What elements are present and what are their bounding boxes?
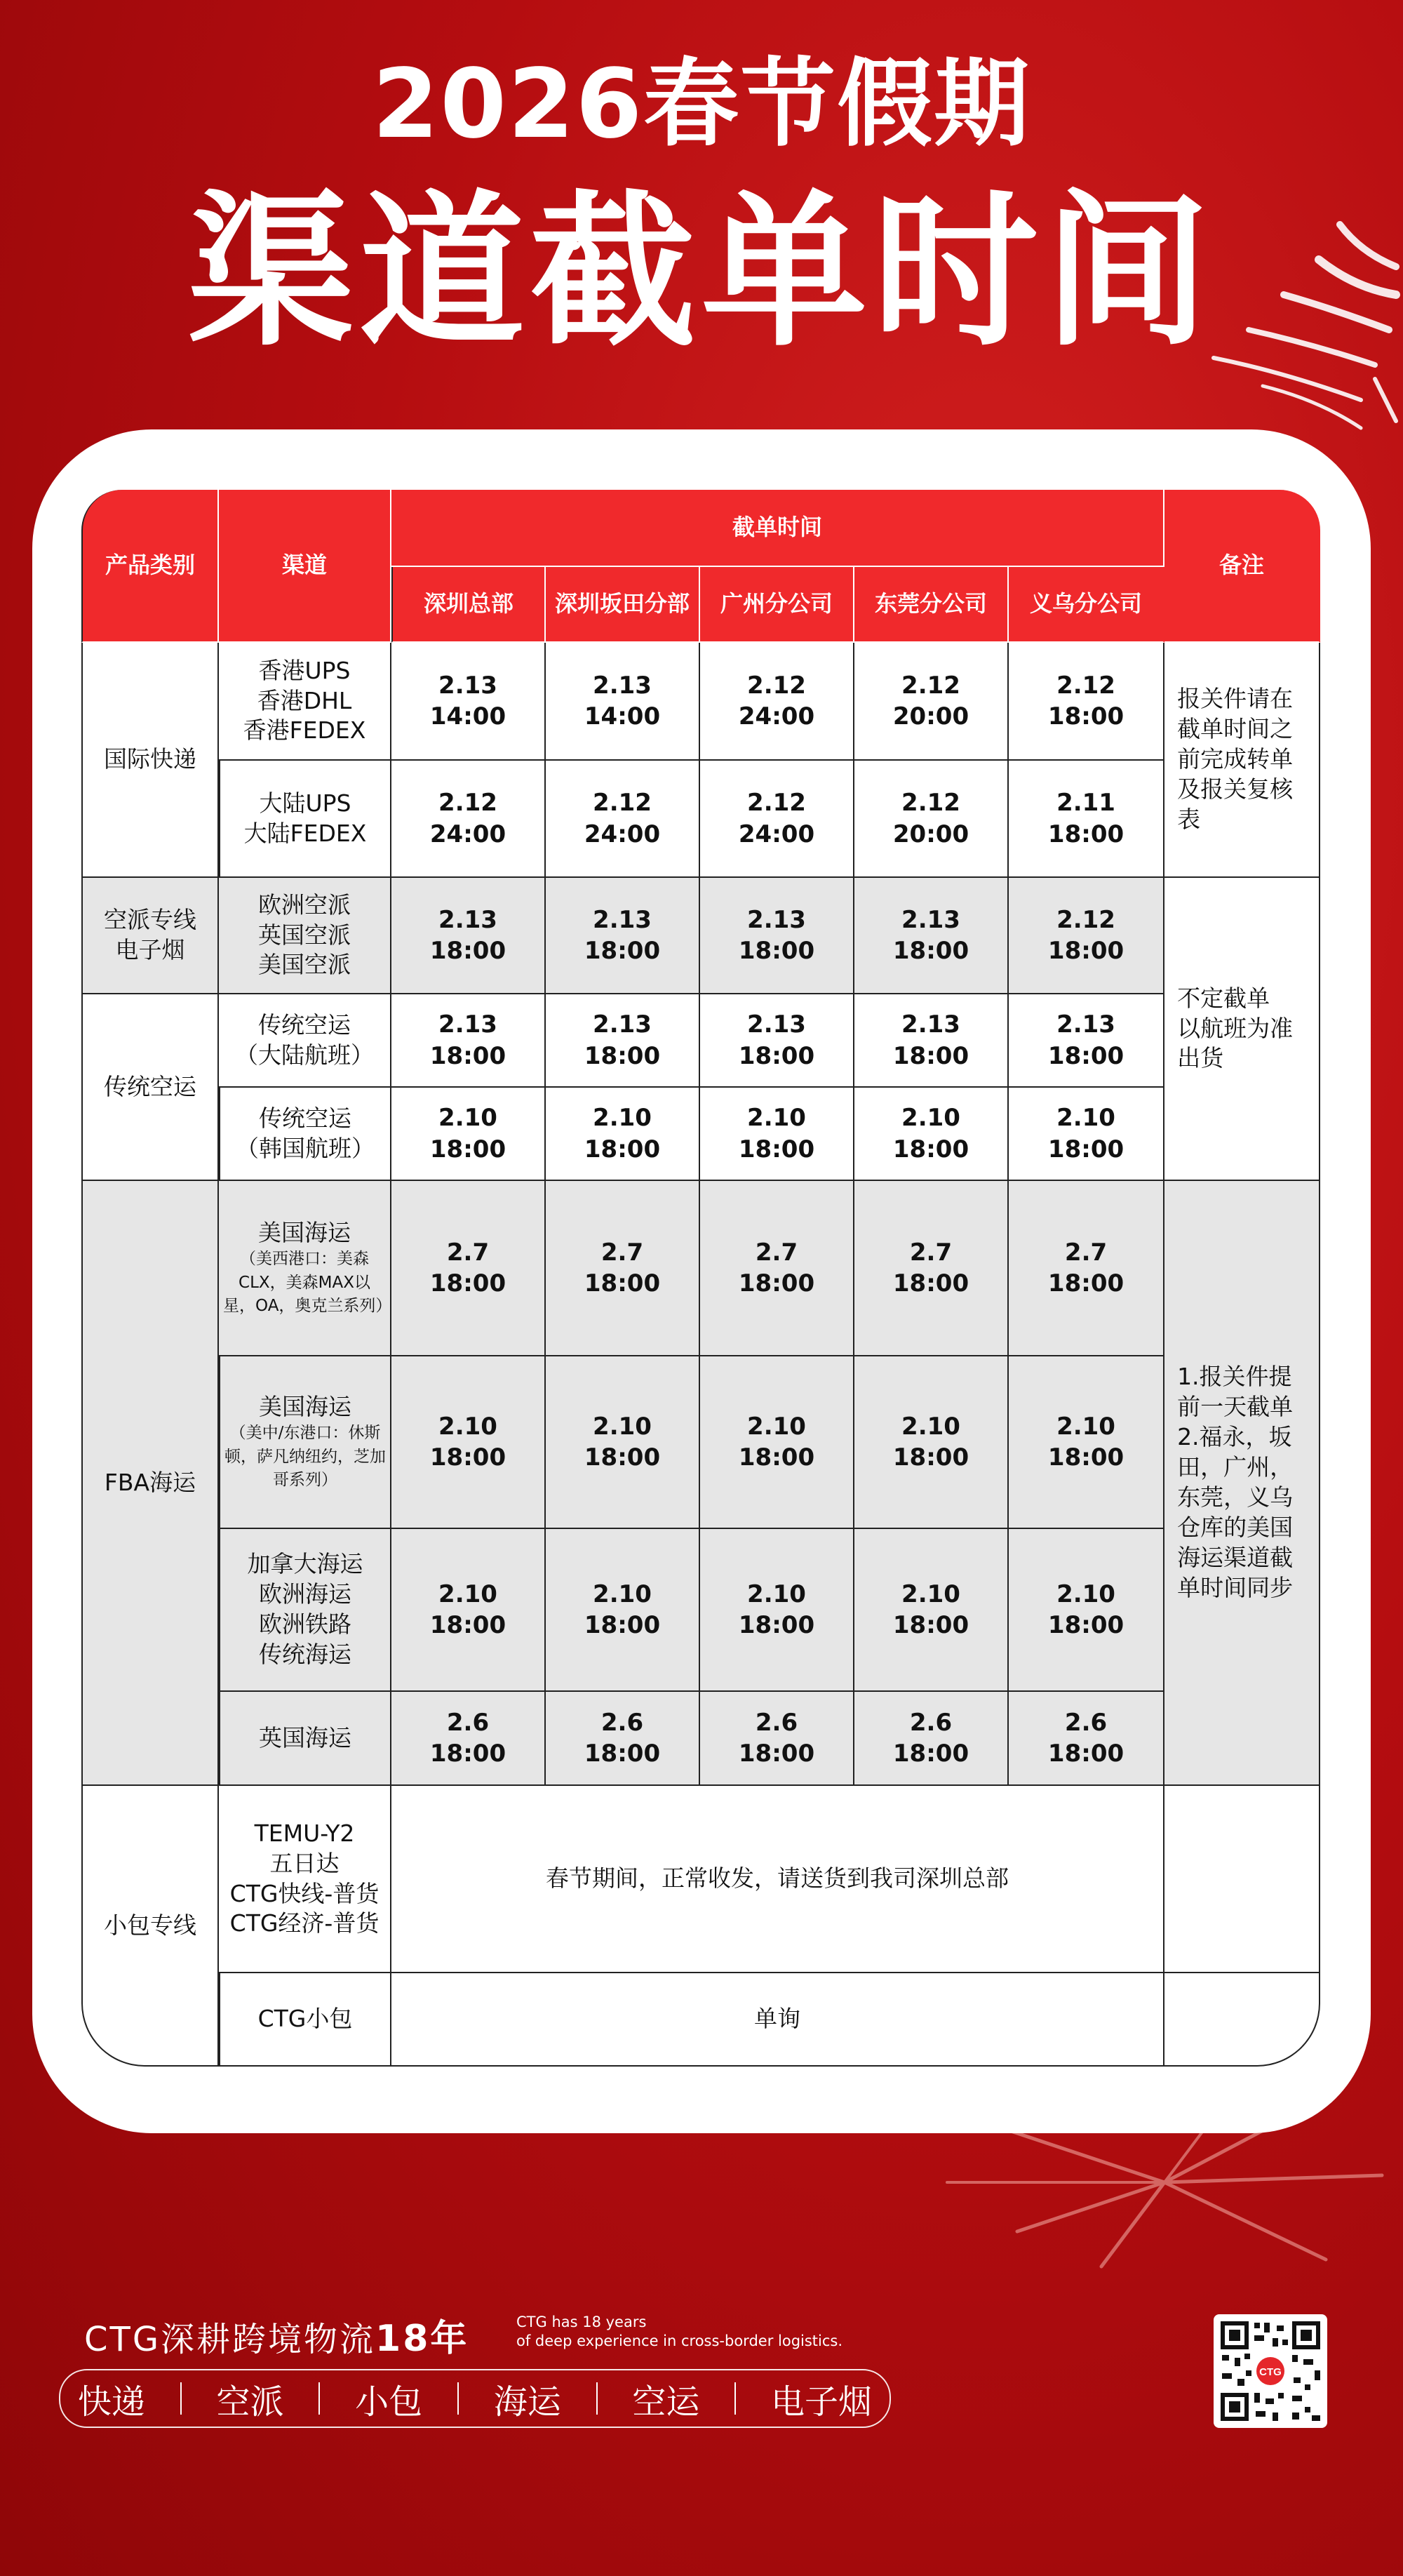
qr-logo-text: CTG (1259, 2366, 1282, 2378)
cutoff-time-cell: 2.10 18:00 (546, 1529, 700, 1692)
channel-name: 美国海运 (258, 1218, 351, 1246)
cutoff-time-cell: 2.10 18:00 (854, 1356, 1009, 1529)
cutoff-time-cell: 2.13 18:00 (700, 878, 854, 994)
channel-cell: TEMU-Y2 五日达 CTG快线-普货 CTG经济-普货 (219, 1786, 391, 1973)
category-cell: 传统空运 (81, 994, 219, 1181)
category-cell: 小包专线 (81, 1786, 219, 2067)
span-note-cell: 单询 (391, 1973, 1164, 2067)
tagline-line2: of deep experience in cross-border logistics. (516, 2333, 843, 2350)
header-branch: 深圳总部 (391, 567, 546, 643)
cutoff-time-cell: 2.13 18:00 (1009, 994, 1164, 1088)
service-item: 空运 (632, 2382, 700, 2422)
cutoff-time-cell: 2.13 18:00 (546, 994, 700, 1088)
brand-years: 18年 (375, 2318, 469, 2360)
remark-cell (1164, 1786, 1320, 1973)
tagline-line1: CTG has 18 years (516, 2314, 647, 2330)
channel-name: 美国海运 (259, 1392, 351, 1420)
cutoff-time-cell: 2.10 18:00 (1009, 1088, 1164, 1181)
cutoff-time-cell: 2.6 18:00 (854, 1692, 1009, 1786)
cutoff-time-cell: 2.13 18:00 (854, 878, 1009, 994)
page-title-line2: 渠道截单时间 (187, 175, 1215, 368)
channel-cell: 大陆UPS 大陆FEDEX (219, 761, 391, 878)
cutoff-time-cell: 2.13 14:00 (546, 643, 700, 761)
header-branch: 广州分公司 (700, 567, 854, 643)
cutoff-time-cell: 2.6 18:00 (700, 1692, 854, 1786)
divider (180, 2382, 182, 2415)
channel-cell: CTG小包 (219, 1973, 391, 2067)
cutoff-time-cell: 2.10 18:00 (391, 1088, 546, 1181)
cutoff-time-cell: 2.13 18:00 (700, 994, 854, 1088)
table-row (81, 643, 1320, 761)
cutoff-schedule-table (81, 490, 1320, 2067)
cutoff-time-cell: 2.11 18:00 (1009, 761, 1164, 878)
footer-tagline (516, 2313, 843, 2351)
service-item: 电子烟 (770, 2382, 872, 2422)
cutoff-time-cell: 2.10 18:00 (700, 1088, 854, 1181)
remark-cell: 1.报关件提前一天截单 2.福永，坂田，广州，东莞，义乌仓库的美国海运渠道截单时间同步 (1164, 1181, 1320, 1786)
header-branch: 东莞分公司 (854, 567, 1009, 643)
span-note-cell: 春节期间，正常收发，请送货到我司深圳总部 (391, 1786, 1164, 1973)
cutoff-time-cell: 2.7 18:00 (391, 1181, 546, 1356)
divider (318, 2382, 320, 2415)
cutoff-time-cell: 2.12 20:00 (854, 643, 1009, 761)
table-row (81, 1356, 1320, 1529)
service-item: 小包 (355, 2382, 423, 2422)
channel-cell: 英国海运 (219, 1692, 391, 1786)
cutoff-time-cell: 2.10 18:00 (854, 1088, 1009, 1181)
header-cutoff-time: 截单时间 (391, 490, 1164, 567)
cutoff-time-cell: 2.7 18:00 (854, 1181, 1009, 1356)
channel-cell: 欧洲空派 英国空派 美国空派 (219, 878, 391, 994)
header-category: 产品类别 (81, 490, 219, 643)
cutoff-time-cell: 2.12 24:00 (546, 761, 700, 878)
channel-cell (219, 1181, 391, 1356)
remark-cell: 报关件请在截单时间之前完成转单及报关复核表 (1164, 643, 1320, 878)
cutoff-time-cell: 2.13 18:00 (391, 994, 546, 1088)
cutoff-time-cell: 2.10 18:00 (1009, 1356, 1164, 1529)
table-row (81, 1088, 1320, 1181)
channel-cell (219, 1356, 391, 1529)
category-cell: FBA海运 (81, 1181, 219, 1786)
channel-cell: 传统空运 （大陆航班） (219, 994, 391, 1088)
cutoff-time-cell: 2.12 24:00 (391, 761, 546, 878)
channel-note: （美西港口：美森CLX，美森MAX以星，OA，奥克兰系列） (223, 1250, 392, 1316)
header-branch: 深圳坂田分部 (546, 567, 700, 643)
cutoff-time-cell: 2.13 18:00 (391, 878, 546, 994)
remark-cell: 不定截单 以航班为准出货 (1164, 878, 1320, 1181)
cutoff-time-cell: 2.10 18:00 (391, 1529, 546, 1692)
cutoff-time-cell: 2.12 24:00 (700, 761, 854, 878)
cutoff-time-cell: 2.12 24:00 (700, 643, 854, 761)
cutoff-time-cell: 2.7 18:00 (546, 1181, 700, 1356)
brand-prefix: CTG深耕跨境物流 (84, 2320, 376, 2359)
header-channel: 渠道 (219, 490, 391, 643)
channel-cell: 香港UPS 香港DHL 香港FEDEX (219, 643, 391, 761)
service-item: 空派 (216, 2382, 284, 2422)
service-item: 快递 (77, 2382, 145, 2422)
table-row (81, 1529, 1320, 1692)
divider (596, 2382, 598, 2415)
remark-cell (1164, 1973, 1320, 2067)
divider (734, 2382, 736, 2415)
table-row (81, 1692, 1320, 1786)
cutoff-time-cell: 2.7 18:00 (700, 1181, 854, 1356)
channel-note: （美中/东港口：休斯顿，萨凡纳纽约，芝加哥系列） (224, 1424, 386, 1490)
services-bar (59, 2369, 891, 2428)
table-row (81, 1973, 1320, 2067)
footer-brand (84, 2309, 469, 2361)
service-item: 海运 (493, 2382, 561, 2422)
table-row (81, 1181, 1320, 1356)
cutoff-time-cell: 2.10 18:00 (700, 1529, 854, 1692)
cutoff-time-cell: 2.10 18:00 (546, 1088, 700, 1181)
table-row (81, 994, 1320, 1088)
cutoff-time-cell: 2.12 18:00 (1009, 643, 1164, 761)
cutoff-time-cell: 2.6 18:00 (391, 1692, 546, 1786)
cutoff-time-cell: 2.13 14:00 (391, 643, 546, 761)
table-row (81, 761, 1320, 878)
cutoff-time-cell: 2.10 18:00 (700, 1356, 854, 1529)
table-row (81, 878, 1320, 994)
cutoff-time-cell: 2.6 18:00 (546, 1692, 700, 1786)
header-branch: 义乌分公司 (1009, 567, 1164, 643)
channel-cell: 加拿大海运 欧洲海运 欧洲铁路 传统海运 (219, 1529, 391, 1692)
cutoff-time-cell: 2.10 18:00 (1009, 1529, 1164, 1692)
category-cell: 国际快递 (81, 643, 219, 878)
cutoff-time-cell: 2.10 18:00 (391, 1356, 546, 1529)
cutoff-time-cell: 2.13 18:00 (854, 994, 1009, 1088)
page-title-line1: 2026春节假期 (372, 49, 1031, 160)
qr-code-icon[interactable] (1214, 2314, 1327, 2428)
cutoff-time-cell: 2.10 18:00 (546, 1356, 700, 1529)
header-remark: 备注 (1164, 490, 1320, 643)
cutoff-time-cell: 2.7 18:00 (1009, 1181, 1164, 1356)
cutoff-time-cell: 2.6 18:00 (1009, 1692, 1164, 1786)
cutoff-time-cell: 2.13 18:00 (546, 878, 700, 994)
channel-cell: 传统空运 （韩国航班） (219, 1088, 391, 1181)
cutoff-time-cell: 2.12 20:00 (854, 761, 1009, 878)
cutoff-time-cell: 2.12 18:00 (1009, 878, 1164, 994)
category-cell: 空派专线 电子烟 (81, 878, 219, 994)
divider (457, 2382, 459, 2415)
cutoff-time-cell: 2.10 18:00 (854, 1529, 1009, 1692)
table-row (81, 1786, 1320, 1973)
firework-decoration-icon (1108, 211, 1403, 449)
